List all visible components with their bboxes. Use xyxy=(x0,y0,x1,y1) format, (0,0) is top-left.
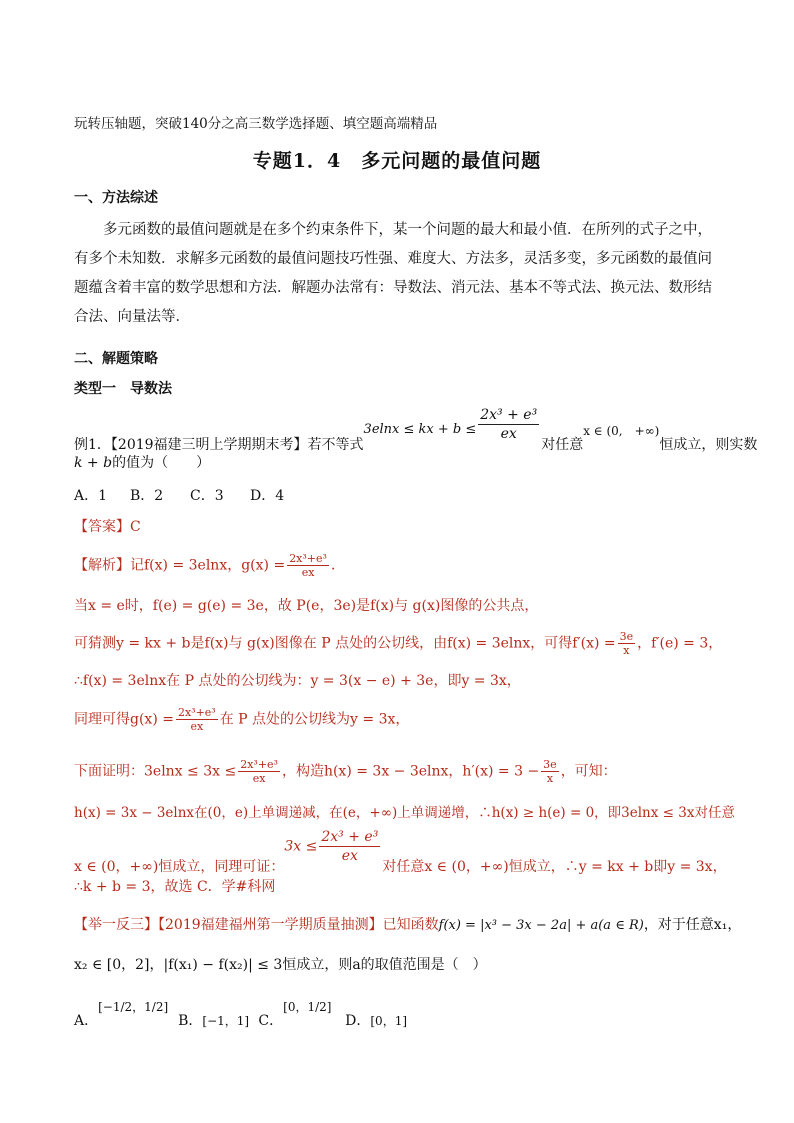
solution-line2: 当x = e时，f(e) = g(e) = 3e，故 P(e，3e)是f(x)与 g(x)图像的公共点， xyxy=(74,598,539,614)
example1-line2 xyxy=(74,452,210,472)
solution-l6-mid: ，构造h(x) = 3x − 3elnx，h′(x) = 3 − xyxy=(281,763,540,780)
solution-line4: ∴f(x) = 3elnx在 P 点处的公切线为：y = 3(x − e) + 3e，即y = 3x， xyxy=(74,673,521,689)
example2-prefix: 【举一反三】【2019福建福州第一学期质量抽测】已知函数 xyxy=(74,917,439,933)
frac-den: ex xyxy=(301,566,315,579)
solution-line5 xyxy=(74,706,409,733)
example2-function: f(x) = |x³ − 3x − 2a| + a(a ∈ R) xyxy=(438,918,644,933)
example1-prefix: 例1．【2019福建三明上学期期末考】若不等式 xyxy=(74,436,364,453)
choice-b-value: [−1，1] xyxy=(202,1014,250,1028)
header-text: 玩转压轴题，突破140分之高三数学选择题、填空题高端精品 xyxy=(74,116,438,132)
section-strategies: 二、解题策略 xyxy=(74,351,158,367)
example1-fraction xyxy=(478,406,539,443)
solution-line7: h(x) = 3x − 3elnx在(0，e)上单调递减，在(e，+∞)上单调递增，∴h(x) ≥ h(e) = 0，即3elnx ≤ 3x对任意 xyxy=(74,805,735,821)
example1-line1 xyxy=(74,406,758,453)
solution-l8-tail: 对任意x ∈ (0，+∞)恒成立，∴y = kx + b即y = 3x， xyxy=(382,858,727,875)
example2-line2: x₂ ∈ [0，2]，|f(x₁) − f(x₂)| ≤ 3恒成立，则a的取值范围是（ ） xyxy=(74,957,487,973)
solution-l8-ineq: 3x ≤ xyxy=(284,838,318,855)
choice-b: B．2 xyxy=(130,488,164,504)
choice-c-label: C． xyxy=(258,1013,284,1029)
frac-num: 2x³+e³ xyxy=(289,552,327,565)
example1-frac-den: ex xyxy=(500,426,517,442)
solution-l3-text: 可猜测y = kx + b是f(x)与 g(x)图像在 P 点处的公切线，由f(x) = 3elnx，可得f′(x) = xyxy=(74,635,616,652)
choice-d: D．4 xyxy=(250,488,285,504)
frac-num: 2x³+e³ xyxy=(240,758,278,771)
solution-line8 xyxy=(74,828,727,875)
solution-l6-tail: ，可知： xyxy=(560,763,617,780)
example1-suffix: 恒成立，则实数 xyxy=(659,436,758,453)
solution-l5-tail: 在 P 点处的公切线为y = 3x， xyxy=(219,711,410,728)
solution-line9: ∴k + b = 3，故选 C．学#科网 xyxy=(74,879,276,895)
solution-l3-fraction xyxy=(618,630,636,657)
solution-label: 【解析】记 xyxy=(74,557,144,574)
solution-f-def: f(x) = 3elnx， xyxy=(144,557,242,574)
example1-choices xyxy=(74,485,284,505)
solution-l3-tail: ，f′(e) = 3， xyxy=(637,635,723,652)
solution-line3 xyxy=(74,630,722,657)
page-title: 专题1．4 多元问题的最值问题 xyxy=(252,150,542,172)
frac-den: x xyxy=(546,772,554,785)
example2-line1 xyxy=(74,914,741,934)
frac-num: 2x³ + e³ xyxy=(321,829,379,845)
solution-l6-fraction xyxy=(238,758,280,785)
choice-a-value: [−1/2，1/2] xyxy=(98,1000,169,1014)
frac-den: ex xyxy=(190,720,204,733)
solution-l6-fraction2 xyxy=(541,758,559,785)
example1-inequality: 3elnx ≤ kx + b ≤ xyxy=(363,421,477,437)
choice-a-label: A． xyxy=(74,1013,99,1029)
frac-num: 3e xyxy=(619,630,634,643)
solution-line6 xyxy=(74,758,617,785)
frac-den: ex xyxy=(341,848,358,864)
example2-tail: ，对于任意x₁， xyxy=(643,917,742,933)
solution-line1 xyxy=(74,552,345,579)
choice-d-label: D． xyxy=(345,1013,371,1029)
choice-b-label: B． xyxy=(178,1013,203,1029)
example1-expr: k + b xyxy=(74,455,113,471)
solution-l5-fraction xyxy=(176,706,218,733)
choice-a: A．1 xyxy=(74,488,108,504)
solution-l8-text: x ∈ (0，+∞)恒成立，同理可证： xyxy=(74,858,285,875)
example2-choices xyxy=(74,996,408,1029)
solution-period: ． xyxy=(330,557,345,574)
choice-c: C．3 xyxy=(190,488,224,504)
example1-domain: x ∈ (0, +∞) xyxy=(583,423,660,438)
solution-g-fraction xyxy=(287,552,329,579)
solution-l8-fraction xyxy=(319,828,380,865)
frac-den: ex xyxy=(252,772,266,785)
answer-line: 【答案】C xyxy=(74,519,141,535)
frac-den: x xyxy=(623,644,630,657)
example1-frac-num: 2x³ + e³ xyxy=(480,407,538,423)
example1-question: 的值为（ ） xyxy=(112,455,211,471)
solution-g-def: g(x) = xyxy=(241,557,286,574)
type-derivative: 类型一 导数法 xyxy=(74,381,172,397)
solution-l5-text: 同理可得g(x) = xyxy=(74,711,174,728)
choice-c-value: [0，1/2] xyxy=(283,1000,332,1014)
section-method-overview: 一、方法综述 xyxy=(74,190,158,206)
choice-d-value: [0，1] xyxy=(370,1014,408,1028)
solution-l6-text: 下面证明：3elnx ≤ 3x ≤ xyxy=(74,763,237,780)
frac-num: 2x³+e³ xyxy=(177,706,216,719)
intro-paragraph: 多元函数的最值问题就是在多个约束条件下，某一个问题的最大和最小值．在所列的式子之中，有多个未知数．求解多元函数的最值问题技巧性强、难度大、方法多，灵活多变，多元函数的最值问题蕴含着丰富的数学思想和方法．解题办法常有：导数法、消元法、基本不等式法、换元法、数形结合法、向量法等． xyxy=(74,222,712,325)
example1-mid: 对任意 xyxy=(541,436,584,453)
frac-num: 3e xyxy=(543,758,557,771)
